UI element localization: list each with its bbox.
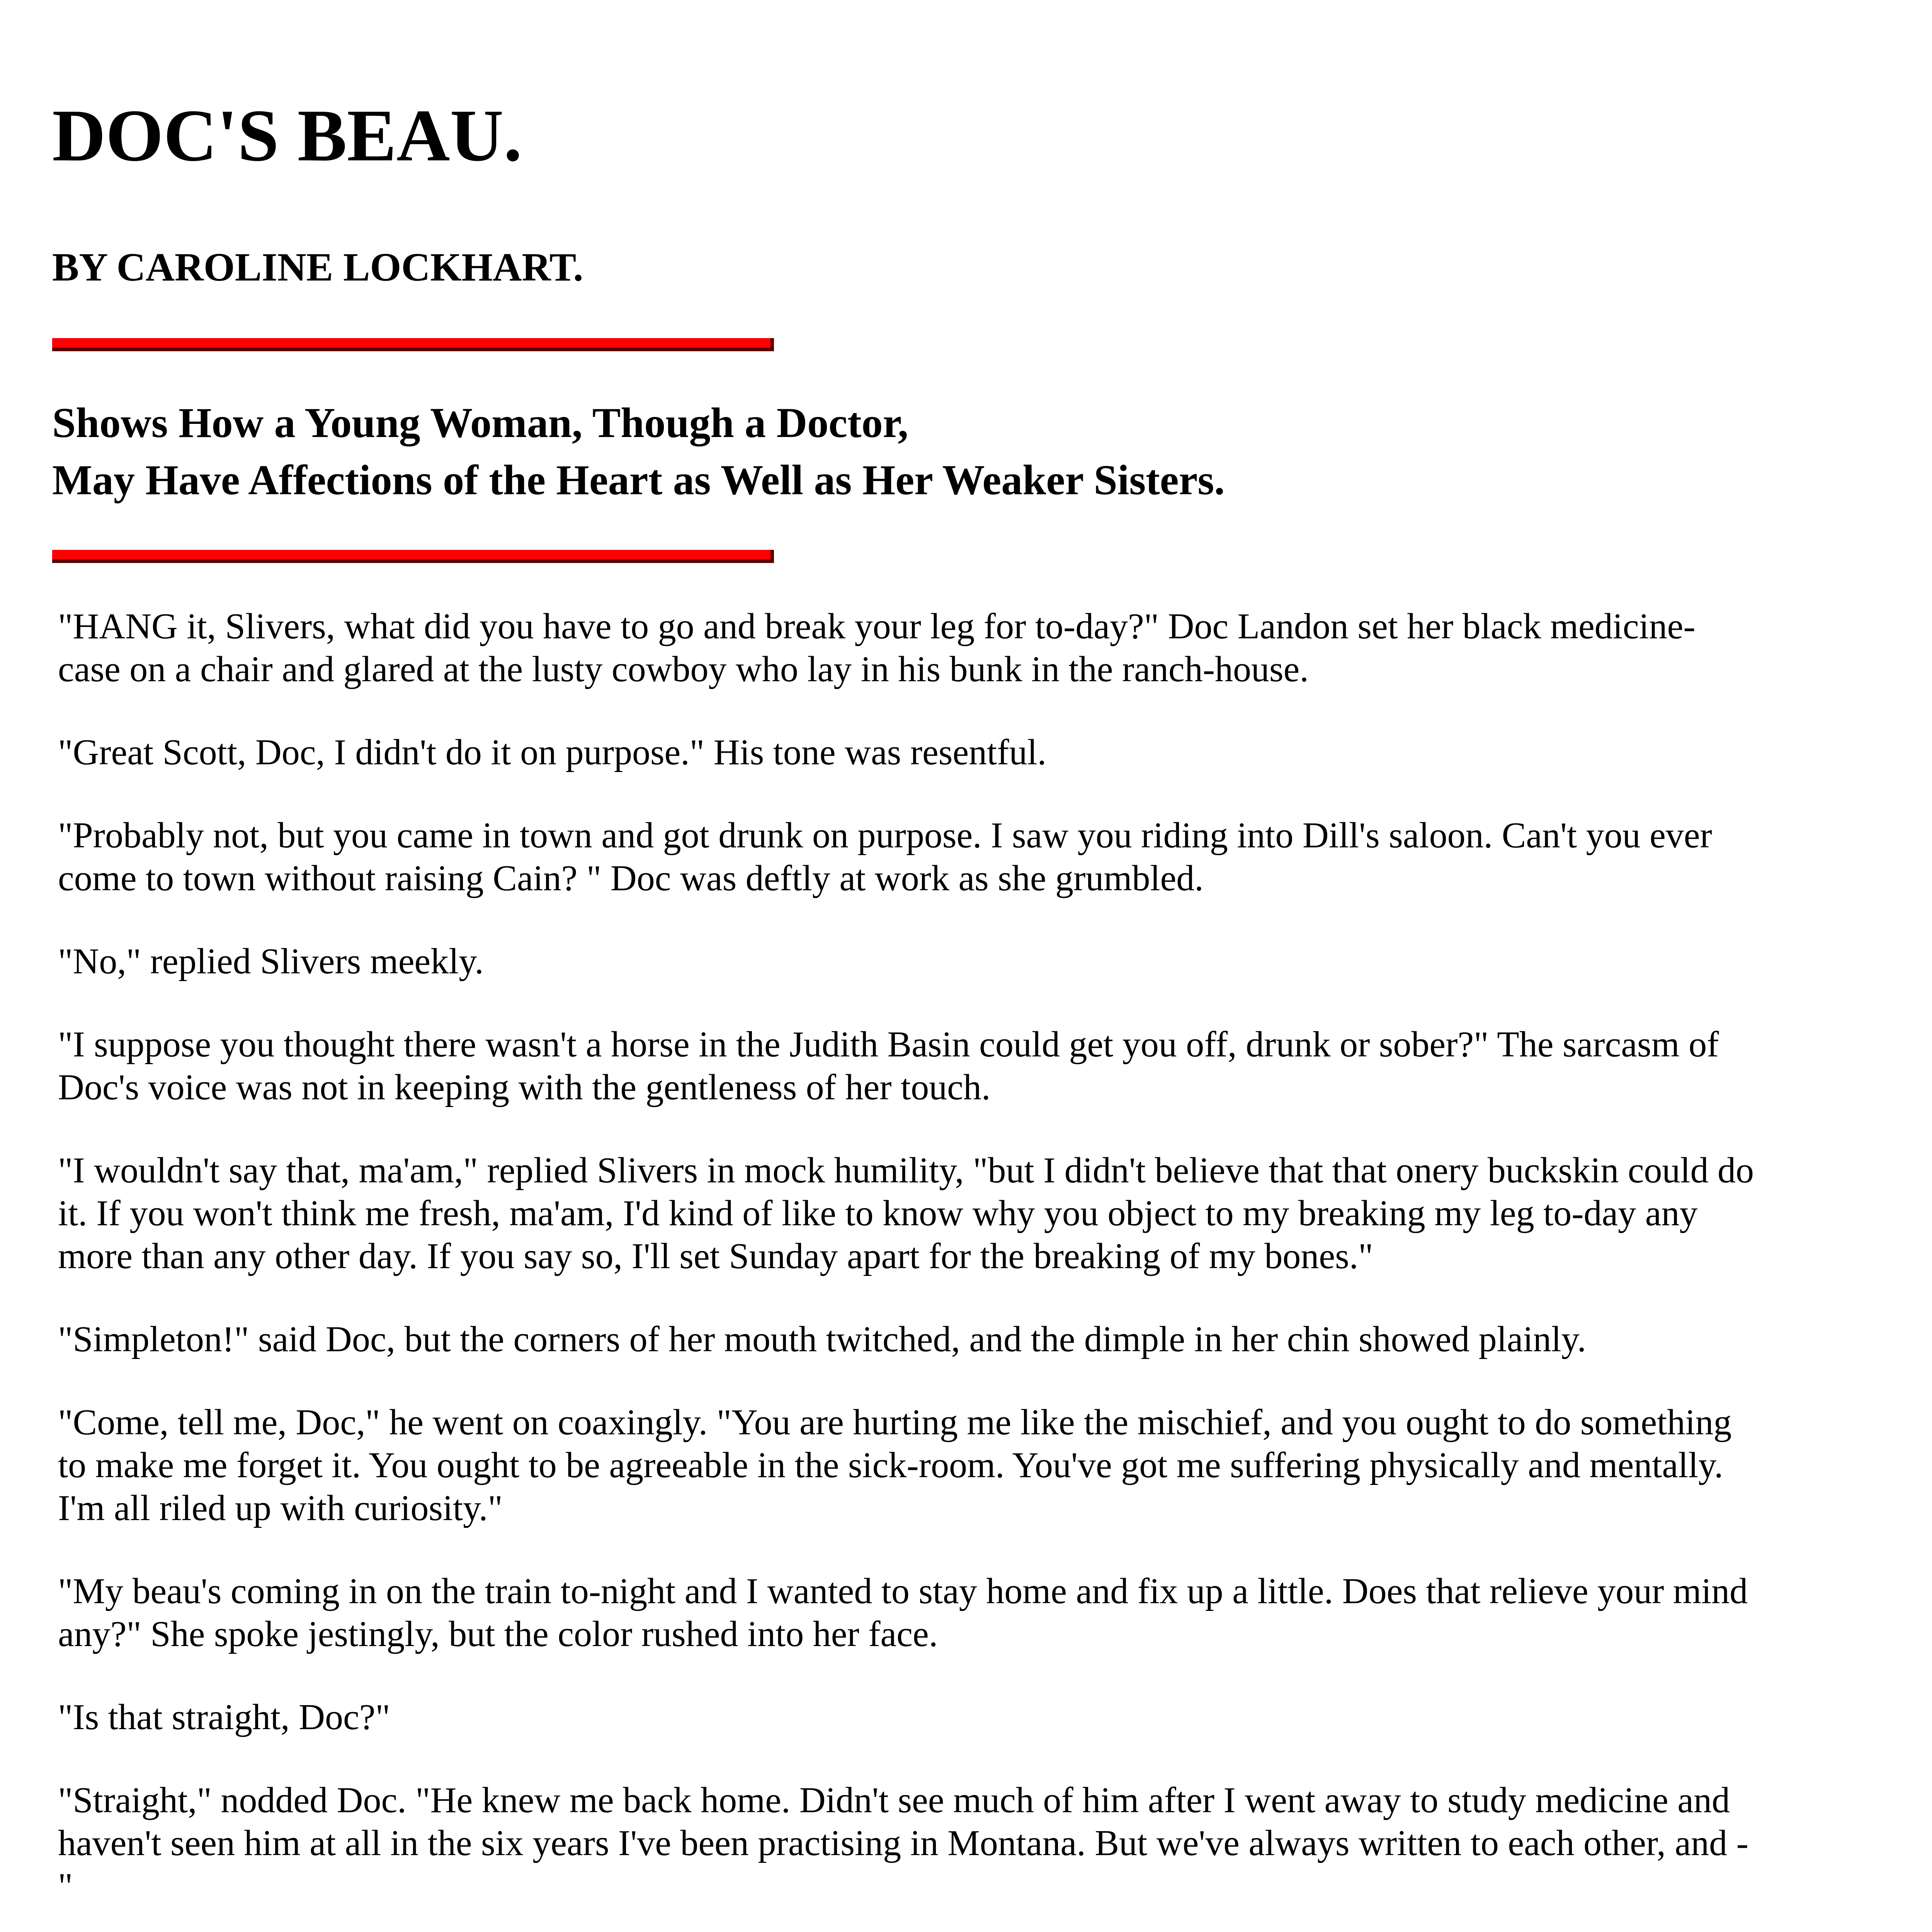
red-divider-bottom [52,550,774,563]
paragraph: "No," replied Slivers meekly. [58,941,484,981]
paragraph: "I wouldn't say that, ma'am," replied Slivers in mock humility, "but I didn't believe that that onery buckskin could do it. If you won't think me fresh, ma'am, I'd kind of like to know why you object to my breaking my leg to-day any more than any other day. If you say so, I'll set Sunday apart for the breaking of my bones." [58,1150,1754,1276]
subtitle [52,394,1675,509]
subtitle-line-2: May Have Affections of the Heart as Well as Her Weaker Sisters. [52,456,1225,503]
story-title: DOC'S BEAU. [52,94,522,177]
story-body [58,605,1754,1932]
paragraph: "Straight," nodded Doc. "He knew me back home. Didn't see much of him after I went away to study medicine and haven't seen him at all in the six years I've been practising in Montana. But we've always written to each other, and -" [58,1780,1748,1906]
paragraph: "I suppose you thought there wasn't a horse in the Judith Basin could get you off, drunk or sober?" The sarcasm of Doc's voice was not in keeping with the gentleness of her touch. [58,1024,1719,1107]
paragraph: "Simpleton!" said Doc, but the corners of her mouth twitched, and the dimple in her chin showed plainly. [58,1319,1587,1359]
paragraph: "Probably not, but you came in town and got drunk on purpose. I saw you riding into Dill's saloon. Can't you ever come to town without raising Cain? " Doc was deftly at work as she grumbled. [58,815,1712,898]
byline: BY CAROLINE LOCKHART. [52,245,583,289]
paragraph: "Is that straight, Doc?" [58,1697,390,1737]
paragraph: "Great Scott, Doc, I didn't do it on purpose." His tone was resentful. [58,732,1047,772]
subtitle-line-1: Shows How a Young Woman, Though a Doctor, [52,399,908,446]
red-divider-top [52,338,774,351]
paragraph: "My beau's coming in on the train to-night and I wanted to stay home and fix up a little. Does that relieve your mind any?" She spoke jestingly, but the color rushed into her face. [58,1571,1748,1654]
paragraph: "Come, tell me, Doc," he went on coaxingly. "You are hurting me like the mischief, and you ought to do something to make me forget it. You ought to be agreeable in the sick-room. You've got me suffering physically and mentally. I'm all riled up with curiosity." [58,1402,1732,1528]
paragraph: "HANG it, Slivers, what did you have to go and break your leg for to-day?" Doc Landon set her black medicine-case on a chair and glared at the lusty cowboy who lay in his bunk in the ranch-house. [58,606,1696,689]
